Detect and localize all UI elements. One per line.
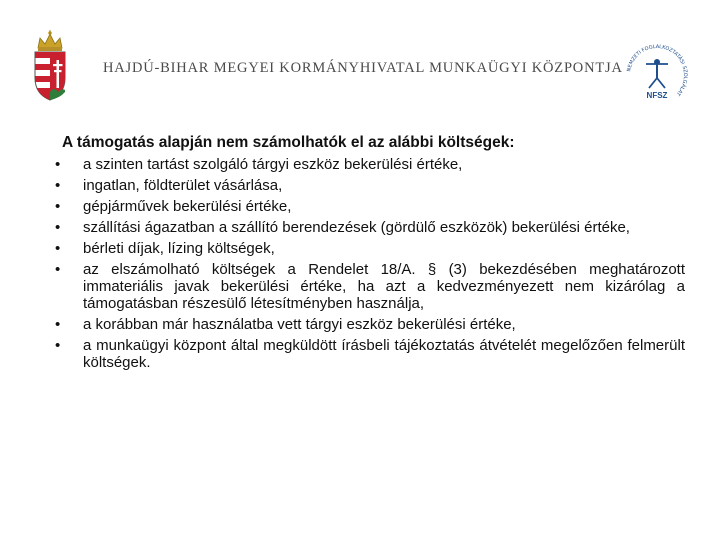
bullet: • — [55, 177, 61, 194]
list-item — [55, 177, 685, 194]
bullet: • — [55, 240, 61, 257]
list-item — [55, 156, 685, 173]
page-heading: A támogatás alapján nem számolhatók el az alábbi költségek: — [62, 134, 515, 151]
cost-list — [55, 156, 685, 371]
list-item — [55, 240, 685, 257]
list-item — [55, 316, 685, 333]
bullet: • — [55, 337, 61, 354]
bullet: • — [55, 156, 61, 173]
list-item-text: bérleti díjak, lízing költségek, — [83, 240, 275, 257]
list-item-text: szállítási ágazatban a szállító berendezések (gördülő eszközök) bekerülési értéke, — [83, 219, 630, 236]
bullet: • — [55, 198, 61, 215]
list-item-text: az elszámolható költségek a Rendelet 18/A. § (3) bekezdésében meghatározott immateriális javak bekerülési értéke, ha azt a kedvezményezett nem kizárólag a támogatásban részesülő létesítményben használja, — [83, 261, 685, 312]
nfsz-logo — [622, 40, 692, 110]
list-item-text: a munkaügyi központ által megküldött írásbeli tájékoztatás átvételét megelőzően felmerült költségek. — [83, 337, 685, 371]
list-item — [55, 337, 685, 371]
list-item-text: a szinten tartást szolgáló tárgyi eszköz bekerülési értéke, — [83, 156, 463, 173]
nfsz-ring-text: NEMZETI FOGLALKOZTATÁSI SZOLGÁLAT — [626, 43, 689, 97]
list-item — [55, 261, 685, 312]
bullet: • — [55, 219, 61, 236]
list-item-text: gépjárművek bekerülési értéke, — [83, 198, 292, 215]
list-item — [55, 198, 685, 215]
main-content — [55, 134, 685, 375]
hungarian-coat-of-arms-logo — [30, 30, 70, 102]
organization-title: HAJDÚ-BIHAR MEGYEI KORMÁNYHIVATAL MUNKAÜGYI KÖZPONTJA — [103, 60, 623, 76]
bullet: • — [55, 316, 61, 333]
header — [0, 0, 720, 110]
list-item-text: ingatlan, földterület vásárlása, — [83, 177, 283, 194]
nfsz-label: NFSZ — [646, 91, 668, 100]
list-item-text: a korábban már használatba vett tárgyi eszköz bekerülési értéke, — [83, 316, 516, 333]
list-item — [55, 219, 685, 236]
bullet: • — [55, 261, 61, 278]
